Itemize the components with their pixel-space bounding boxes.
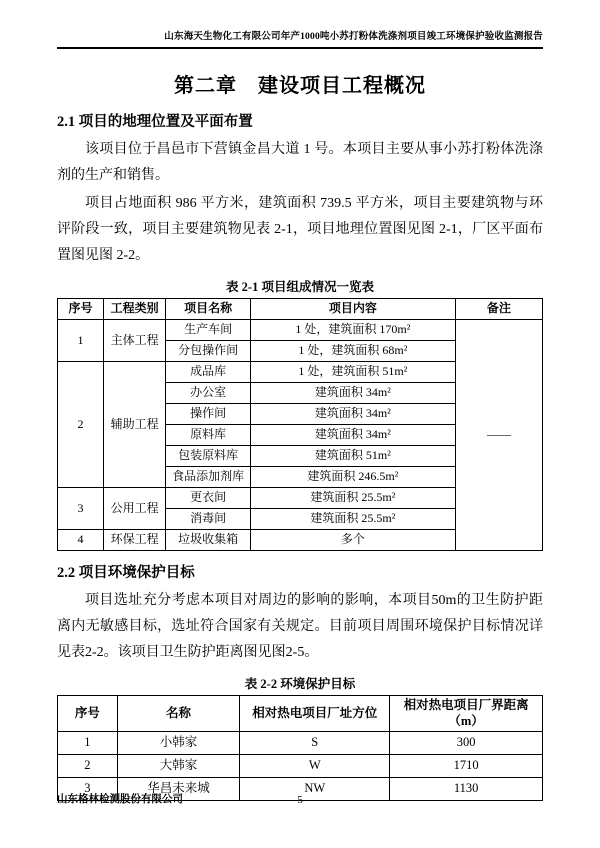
cell-no: 2 <box>58 362 104 488</box>
column-header-direction: 相对热电项目厂址方位 <box>240 696 390 732</box>
cell-name: 华昌未来城 <box>117 777 240 800</box>
cell-content: 建筑面积 51m² <box>251 446 456 467</box>
section-2-1-paragraph-1: 该项目位于昌邑市下营镇金昌大道 1 号。本项目主要从事小苏打粉体洗涤剂的生产和销售。 <box>57 142 543 183</box>
cell-name: 包装原料库 <box>166 446 251 467</box>
cell-content: 1 处，建筑面积 68m² <box>251 341 456 362</box>
cell-remark: —— <box>455 320 542 551</box>
header-title: 山东海天生物化工有限公司年产1000吨小苏打粉体洗涤剂项目竣工环境保护验收监测报告 <box>164 32 543 42</box>
cell-name: 大韩家 <box>117 754 240 777</box>
page-header <box>57 28 543 49</box>
column-header-remark: 备注 <box>455 299 542 320</box>
cell-no: 2 <box>58 754 118 777</box>
footer-company-name: 山东格林检测股份有限公司 <box>57 794 183 805</box>
cell-name: 垃圾收集箱 <box>166 530 251 551</box>
cell-no: 4 <box>58 530 104 551</box>
cell-name: 生产车间 <box>166 320 251 341</box>
cell-content: 建筑面积 246.5m² <box>251 467 456 488</box>
cell-category: 主体工程 <box>104 320 166 362</box>
page-number: 5 <box>297 794 303 806</box>
table-row <box>58 731 543 754</box>
cell-no: 3 <box>58 777 118 800</box>
column-header-distance: 相对热电项目厂界距离（m） <box>390 696 543 732</box>
cell-name: 办公室 <box>166 383 251 404</box>
section-2-1-heading: 2.1 项目的地理位置及平面布置 <box>57 114 253 130</box>
column-header-no: 序号 <box>58 299 104 320</box>
table-header-row <box>58 696 543 732</box>
cell-name: 成品库 <box>166 362 251 383</box>
cell-content: 建筑面积 25.5m² <box>251 509 456 530</box>
cell-direction: NW <box>240 777 390 800</box>
cell-name: 消毒间 <box>166 509 251 530</box>
column-header-name: 名称 <box>117 696 240 732</box>
cell-category: 环保工程 <box>104 530 166 551</box>
column-header-name: 项目名称 <box>166 299 251 320</box>
table-2-2 <box>57 695 543 801</box>
cell-category: 辅助工程 <box>104 362 166 488</box>
cell-direction: S <box>240 731 390 754</box>
chapter-title: 第二章 建设项目工程概况 <box>174 75 426 97</box>
cell-content: 建筑面积 34m² <box>251 383 456 404</box>
cell-distance: 300 <box>390 731 543 754</box>
cell-no: 1 <box>58 731 118 754</box>
cell-distance: 1130 <box>390 777 543 800</box>
table-row <box>58 320 543 341</box>
cell-distance: 1710 <box>390 754 543 777</box>
section-2-1-paragraph-2: 项目占地面积 986 平方米，建筑面积 739.5 平方米，项目主要建筑物与环评阶段一致，项目主要建筑物见表 2-1，项目地理位置图见图 2-1，厂区平面布置图见图 2-2。 <box>57 196 543 263</box>
table-2-1 <box>57 298 543 551</box>
cell-name: 操作间 <box>166 404 251 425</box>
cell-no: 1 <box>58 320 104 362</box>
cell-name: 更衣间 <box>166 488 251 509</box>
cell-content: 多个 <box>251 530 456 551</box>
cell-name: 小韩家 <box>117 731 240 754</box>
table-row <box>58 754 543 777</box>
column-header-no: 序号 <box>58 696 118 732</box>
cell-category: 公用工程 <box>104 488 166 530</box>
cell-name: 食品添加剂库 <box>166 467 251 488</box>
table-2-1-caption: 表 2-1 项目组成情况一览表 <box>226 280 374 294</box>
cell-content: 建筑面积 25.5m² <box>251 488 456 509</box>
table-2-2-caption: 表 2-2 环境保护目标 <box>244 677 356 691</box>
section-2-2-heading: 2.2 项目环境保护目标 <box>57 565 195 581</box>
cell-name: 原料库 <box>166 425 251 446</box>
table-header-row <box>58 299 543 320</box>
column-header-content: 项目内容 <box>251 299 456 320</box>
cell-name: 分包操作间 <box>166 341 251 362</box>
column-header-category: 工程类别 <box>104 299 166 320</box>
cell-direction: W <box>240 754 390 777</box>
cell-content: 建筑面积 34m² <box>251 404 456 425</box>
cell-no: 3 <box>58 488 104 530</box>
section-2-2-paragraph-1: 项目选址充分考虑本项目对周边的影响的影响，本项目50m的卫生防护距离内无敏感目标，选址符合国家有关规定。目前项目周围环境保护目标情况详见表2-2。该项目卫生防护距离图见图2-5。 <box>57 593 543 660</box>
cell-content: 1 处，建筑面积 51m² <box>251 362 456 383</box>
cell-content: 1 处，建筑面积 170m² <box>251 320 456 341</box>
cell-content: 建筑面积 34m² <box>251 425 456 446</box>
